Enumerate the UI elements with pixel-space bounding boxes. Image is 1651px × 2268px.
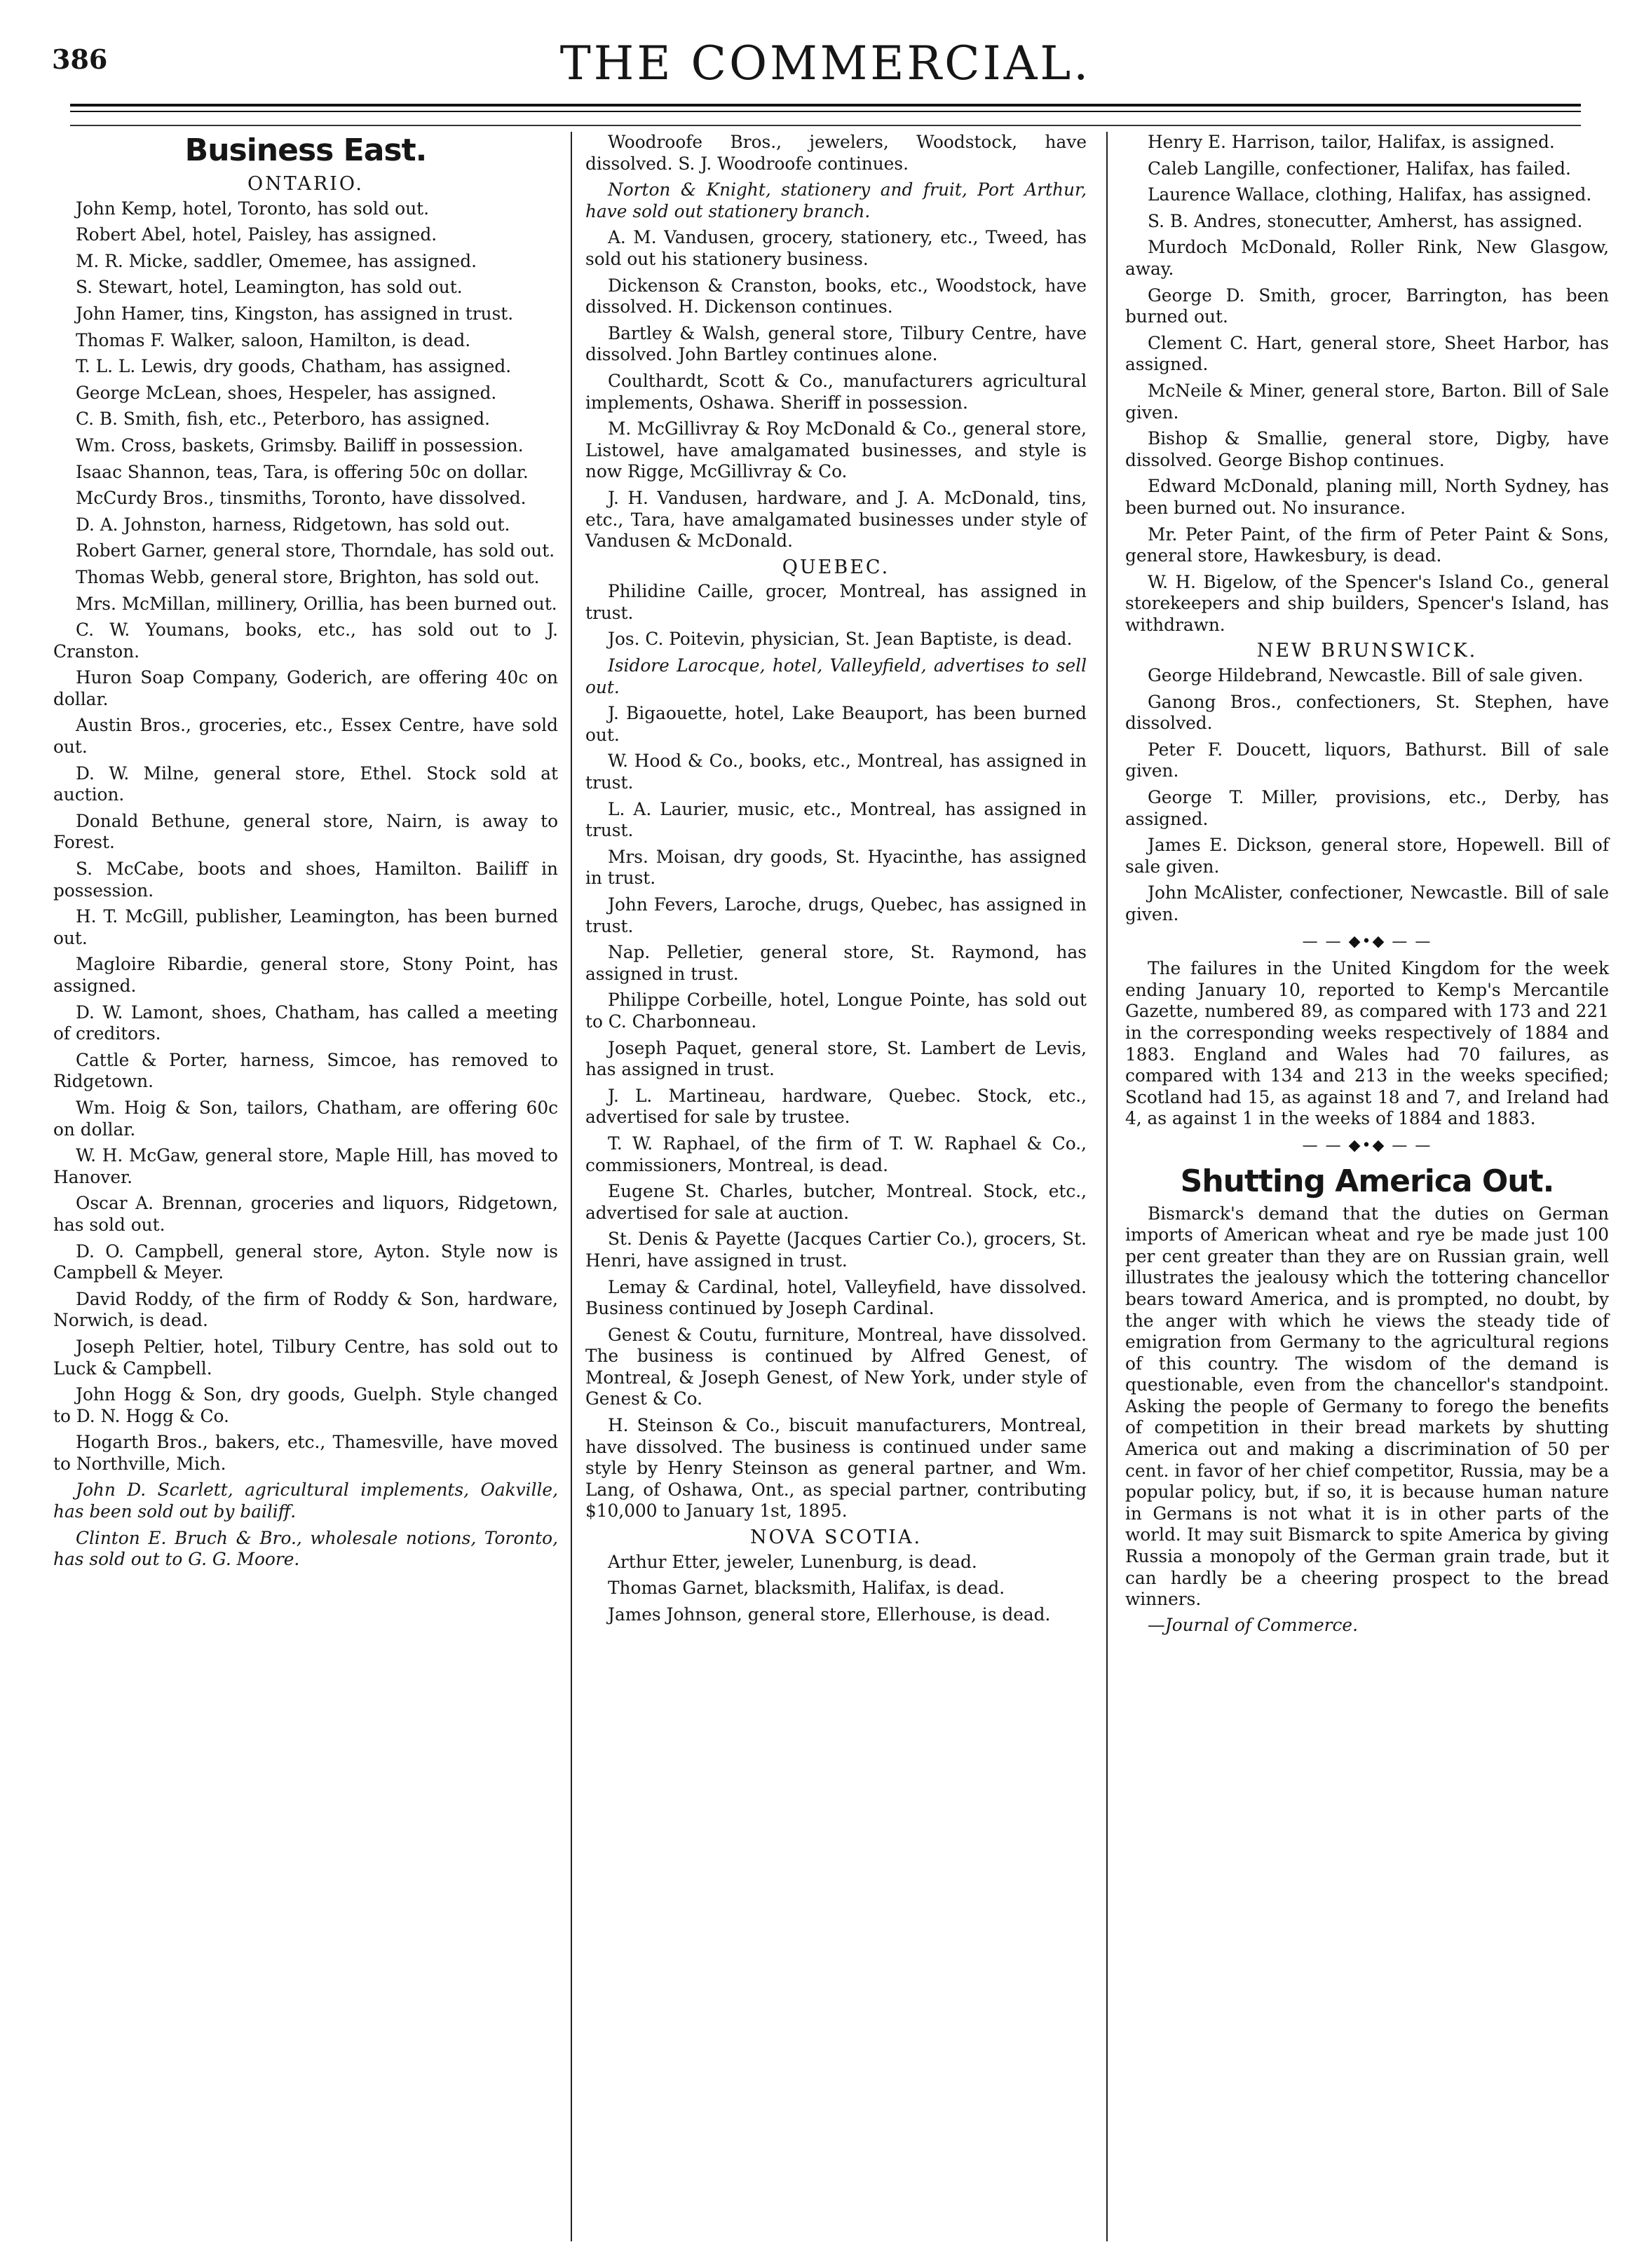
quebec-entries bbox=[585, 581, 1087, 1522]
quebec-section-label: QUEBEC. bbox=[782, 556, 890, 578]
business-entry: McNeile & Miner, general store, Barton. Bill of Sale given. bbox=[1125, 380, 1609, 423]
business-entry: Bartley & Walsh, general store, Tilbury Centre, have dissolved. John Bartley continues alone. bbox=[585, 322, 1087, 365]
business-entry: Robert Garner, general store, Thorndale, has sold out. bbox=[76, 540, 555, 561]
business-entry: D. O. Campbell, general store, Ayton. Style now is Campbell & Meyer. bbox=[53, 1241, 558, 1283]
business-entry: Wm. Cross, baskets, Grimsby. Bailiff in possession. bbox=[76, 435, 524, 456]
business-entry: Thomas F. Walker, saloon, Hamilton, is dead. bbox=[76, 329, 471, 350]
business-entry: John Hamer, tins, Kingston, has assigned in trust. bbox=[76, 303, 514, 324]
business-entry: Eugene St. Charles, butcher, Montreal. Stock, etc., advertised for sale at auction. bbox=[585, 1181, 1087, 1223]
ontario-entries bbox=[53, 198, 558, 1571]
business-entry: Oscar A. Brennan, groceries and liquors, Ridgetown, has sold out. bbox=[53, 1193, 558, 1235]
business-entry: Donald Bethune, general store, Nairn, is away to Forest. bbox=[53, 810, 558, 853]
business-entry: D. W. Lamont, shoes, Chatham, has called a meeting of creditors. bbox=[53, 1002, 558, 1044]
business-entry: John McAlister, confectioner, Newcastle. Bill of sale given. bbox=[1125, 882, 1609, 924]
nova-scotia-entries-continued bbox=[1125, 132, 1609, 636]
column-1 bbox=[53, 132, 558, 1576]
business-entry: Joseph Paquet, general store, St. Lambert de Levis, has assigned in trust. bbox=[585, 1037, 1087, 1080]
column-divider-2 bbox=[1106, 132, 1108, 2241]
business-entry: J. Bigaouette, hotel, Lake Beauport, has been burned out. bbox=[585, 703, 1087, 745]
business-entry: Wm. Hoig & Son, tailors, Chatham, are offering 60c on dollar. bbox=[53, 1097, 558, 1140]
ontario-section-label: ONTARIO. bbox=[247, 173, 364, 195]
business-entry: Joseph Peltier, hotel, Tilbury Centre, has sold out to Luck & Campbell. bbox=[53, 1336, 558, 1379]
article-body: Bismarck's demand that the duties on German imports of American wheat and rye be made just 100 per cent greater than they are on Russian grain, well illustrates the jealousy which the tottering chancellor bears toward America, and is prompted, no doubt, by the anger with which he views the steady tide of emigration from Germany to the agricultural regions of this country. The wisdom of the demand is questionable, even from the chancellor's standpoint. Asking the people of Germany to forego the benefits of competition in their bread markets by shutting America out and making a discrimination of 50 per cent. in favor of her chief competitor, Russia, may be a popular policy, but, if so, it is because human nature in Germans is not what it is in other parts of the world. It may suit Bismarck to spite America by giving Russia a monopoly of the German grain trade, but it can hardly be a cheering prospect to the bread winners. bbox=[1125, 1203, 1609, 1610]
ontario-entries-continued bbox=[585, 132, 1087, 552]
business-entry: Edward McDonald, planing mill, North Sydney, has been burned out. No insurance. bbox=[1125, 476, 1609, 518]
nova-scotia-section-label: NOVA SCOTIA. bbox=[749, 1526, 923, 1549]
business-entry: T. L. L. Lewis, dry goods, Chatham, has assigned. bbox=[76, 356, 512, 377]
business-entry: Cattle & Porter, harness, Simcoe, has removed to Ridgetown. bbox=[53, 1049, 558, 1092]
business-entry: H. T. McGill, publisher, Leamington, has been burned out. bbox=[53, 906, 558, 948]
business-entry: Dickenson & Cranston, books, etc., Woodstock, have dissolved. H. Dickenson continues. bbox=[585, 275, 1087, 317]
business-entry: George T. Miller, provisions, etc., Derby, has assigned. bbox=[1125, 787, 1609, 829]
business-entry: W. Hood & Co., books, etc., Montreal, has assigned in trust. bbox=[585, 751, 1087, 793]
business-entry: Caleb Langille, confectioner, Halifax, has failed. bbox=[1148, 158, 1571, 179]
business-entry: C. W. Youmans, books, etc., has sold out to J. Cranston. bbox=[53, 620, 558, 662]
masthead-rule-lower bbox=[70, 125, 1581, 126]
business-entry: Ganong Bros., confectioners, St. Stephen, have dissolved. bbox=[1125, 691, 1609, 734]
business-entry: John Hogg & Son, dry goods, Guelph. Style changed to D. N. Hogg & Co. bbox=[53, 1384, 558, 1426]
business-entry: Isidore Larocque, hotel, Valleyfield, advertises to sell out. bbox=[585, 655, 1087, 697]
masthead-rule-thick bbox=[70, 104, 1581, 107]
business-entry: A. M. Vandusen, grocery, stationery, etc., Tweed, has sold out his stationery business. bbox=[585, 227, 1087, 269]
business-entry: Magloire Ribardie, general store, Stony Point, has assigned. bbox=[53, 954, 558, 996]
masthead-title: THE COMMERCIAL. bbox=[559, 36, 1092, 90]
business-entry: George Hildebrand, Newcastle. Bill of sale given. bbox=[1148, 665, 1584, 686]
business-entry: Peter F. Doucett, liquors, Bathurst. Bill of sale given. bbox=[1125, 739, 1609, 781]
business-entry: Philidine Caille, grocer, Montreal, has assigned in trust. bbox=[585, 581, 1087, 623]
business-entry: Isaac Shannon, teas, Tara, is offering 50c on dollar. bbox=[76, 461, 529, 482]
business-entry: W. H. Bigelow, of the Spencer's Island Co., general storekeepers and ship builders, Spencer's Island, has withdrawn. bbox=[1125, 571, 1609, 635]
business-entry: Coulthardt, Scott & Co., manufacturers agricultural implements, Oshawa. Sheriff in possession. bbox=[585, 370, 1087, 413]
column-divider-1 bbox=[571, 132, 572, 2241]
business-entry: Philippe Corbeille, hotel, Longue Pointe, has sold out to C. Charbonneau. bbox=[585, 990, 1087, 1032]
business-entry: James E. Dickson, general store, Hopewell. Bill of sale given. bbox=[1125, 835, 1609, 877]
ornamental-divider-2: — — ◆•◆ — — bbox=[1302, 1136, 1432, 1154]
business-entry: Clement C. Hart, general store, Sheet Harbor, has assigned. bbox=[1125, 332, 1609, 375]
article-source: —Journal of Commerce. bbox=[1148, 1614, 1358, 1635]
business-entry: C. B. Smith, fish, etc., Peterboro, has assigned. bbox=[76, 409, 491, 430]
uk-failures-paragraph: The failures in the United Kingdom for the week ending January 10, reported to Kemp's Mercantile Gazette, numbered 89, as compared with 173 and 221 in the corresponding weeks respectively of 1884 and 1883. England and Wales had 70 failures, as compared with 134 and 213 in the weeks specified; Scotland had 15, as against 18 and 7, and Ireland had 4, as against 1 in the weeks of 1884 and 1883. bbox=[1125, 958, 1609, 1129]
business-entry: M. McGillivray & Roy McDonald & Co., general store, Listowel, have amalgamated businesses, and style is now Rigge, McGillivray & Co. bbox=[585, 418, 1087, 482]
business-entry: W. H. McGaw, general store, Maple Hill, has moved to Hanover. bbox=[53, 1145, 558, 1187]
business-entry: McCurdy Bros., tinsmiths, Toronto, have dissolved. bbox=[76, 488, 526, 509]
business-entry: Thomas Garnet, blacksmith, Halifax, is dead. bbox=[608, 1578, 1005, 1599]
business-entry: Woodroofe Bros., jewelers, Woodstock, have dissolved. S. J. Woodroofe continues. bbox=[585, 132, 1087, 174]
business-entry: Mr. Peter Paint, of the firm of Peter Paint & Sons, general store, Hawkesbury, is dead. bbox=[1125, 524, 1609, 566]
business-entry: S. Stewart, hotel, Leamington, has sold out. bbox=[76, 277, 463, 298]
masthead-rule-thin bbox=[70, 111, 1581, 112]
business-entry: Austin Bros., groceries, etc., Essex Centre, have sold out. bbox=[53, 715, 558, 758]
business-entry: J. L. Martineau, hardware, Quebec. Stock, etc., advertised for sale by trustee. bbox=[585, 1085, 1087, 1128]
column-2 bbox=[585, 132, 1087, 1630]
business-entry: Hogarth Bros., bakers, etc., Thamesville, have moved to Northville, Mich. bbox=[53, 1432, 558, 1474]
business-entry: M. R. Micke, saddler, Omemee, has assigned. bbox=[76, 250, 477, 271]
business-entry: Mrs. McMillan, millinery, Orillia, has been burned out. bbox=[76, 593, 557, 614]
business-entry: George D. Smith, grocer, Barrington, has been burned out. bbox=[1125, 285, 1609, 327]
business-entry: D. A. Johnston, harness, Ridgetown, has sold out. bbox=[76, 514, 510, 535]
business-entry: Huron Soap Company, Goderich, are offering 40c on dollar. bbox=[53, 667, 558, 709]
business-east-heading: Business East. bbox=[184, 132, 427, 168]
business-entry: John D. Scarlett, agricultural implements, Oakville, has been sold out by bailiff. bbox=[53, 1480, 558, 1522]
new-brunswick-section-label: NEW BRUNSWICK. bbox=[1256, 640, 1478, 662]
business-entry: John Fevers, Laroche, drugs, Quebec, has assigned in trust. bbox=[585, 894, 1087, 936]
business-entry: George McLean, shoes, Hespeler, has assigned. bbox=[76, 382, 497, 403]
ornamental-divider: — — ◆•◆ — — bbox=[1302, 932, 1432, 950]
business-entry: J. H. Vandusen, hardware, and J. A. McDonald, tins, etc., Tara, have amalgamated businesses under style of Vandusen & McDonald. bbox=[585, 487, 1087, 552]
business-entry: D. W. Milne, general store, Ethel. Stock sold at auction. bbox=[53, 763, 558, 805]
page-number: 386 bbox=[52, 43, 108, 75]
business-entry: Norton & Knight, stationery and fruit, Port Arthur, have sold out stationery branch. bbox=[585, 179, 1087, 221]
business-entry: John Kemp, hotel, Toronto, has sold out. bbox=[76, 198, 430, 219]
new-brunswick-entries bbox=[1125, 665, 1609, 926]
business-entry: Genest & Coutu, furniture, Montreal, have dissolved. The business is continued by Alfred Genest, of Montreal, & Joseph Genest, of New York, under style of Genest & Co. bbox=[585, 1324, 1087, 1409]
business-entry: Arthur Etter, jeweler, Lunenburg, is dead. bbox=[608, 1551, 977, 1572]
business-entry: David Roddy, of the firm of Roddy & Son, hardware, Norwich, is dead. bbox=[53, 1288, 558, 1331]
business-entry: Mrs. Moisan, dry goods, St. Hyacinthe, has assigned in trust. bbox=[585, 846, 1087, 889]
business-entry: Jos. C. Poitevin, physician, St. Jean Baptiste, is dead. bbox=[608, 629, 1073, 650]
business-entry: Thomas Webb, general store, Brighton, has sold out. bbox=[76, 566, 540, 587]
business-entry: Bishop & Smallie, general store, Digby, have dissolved. George Bishop continues. bbox=[1125, 428, 1609, 470]
business-entry: Nap. Pelletier, general store, St. Raymond, has assigned in trust. bbox=[585, 942, 1087, 984]
nova-scotia-entries bbox=[585, 1552, 1087, 1626]
business-entry: S. McCabe, boots and shoes, Hamilton. Bailiff in possession. bbox=[53, 859, 558, 901]
business-entry: Laurence Wallace, clothing, Halifax, has assigned. bbox=[1148, 184, 1592, 205]
business-entry: S. B. Andres, stonecutter, Amherst, has assigned. bbox=[1148, 210, 1583, 231]
business-entry: Clinton E. Bruch & Bro., wholesale notions, Toronto, has sold out to G. G. Moore. bbox=[53, 1527, 558, 1570]
business-entry: L. A. Laurier, music, etc., Montreal, has assigned in trust. bbox=[585, 798, 1087, 841]
business-entry: H. Steinson & Co., biscuit manufacturers, Montreal, have dissolved. The business is continued under same style by Henry Steinson as general partner, and Wm. Lang, of Oshawa, Ont., as special partner, contributing $10,000 to January 1st, 1895. bbox=[585, 1415, 1087, 1522]
business-entry: Robert Abel, hotel, Paisley, has assigned. bbox=[76, 224, 437, 245]
business-entry: St. Denis & Payette (Jacques Cartier Co.), grocers, St. Henri, have assigned in trust. bbox=[585, 1229, 1087, 1271]
column-3 bbox=[1125, 132, 1609, 1636]
business-entry: Henry E. Harrison, tailor, Halifax, is assigned. bbox=[1148, 132, 1555, 152]
business-entry: Murdoch McDonald, Roller Rink, New Glasgow, away. bbox=[1125, 237, 1609, 279]
business-entry: Lemay & Cardinal, hotel, Valleyfield, have dissolved. Business continued by Joseph Cardinal. bbox=[585, 1276, 1087, 1319]
article-heading: Shutting America Out. bbox=[1180, 1163, 1554, 1199]
business-entry: James Johnson, general store, Ellerhouse, is dead. bbox=[608, 1604, 1051, 1625]
business-entry: T. W. Raphael, of the firm of T. W. Raphael & Co., commissioners, Montreal, is dead. bbox=[585, 1133, 1087, 1175]
